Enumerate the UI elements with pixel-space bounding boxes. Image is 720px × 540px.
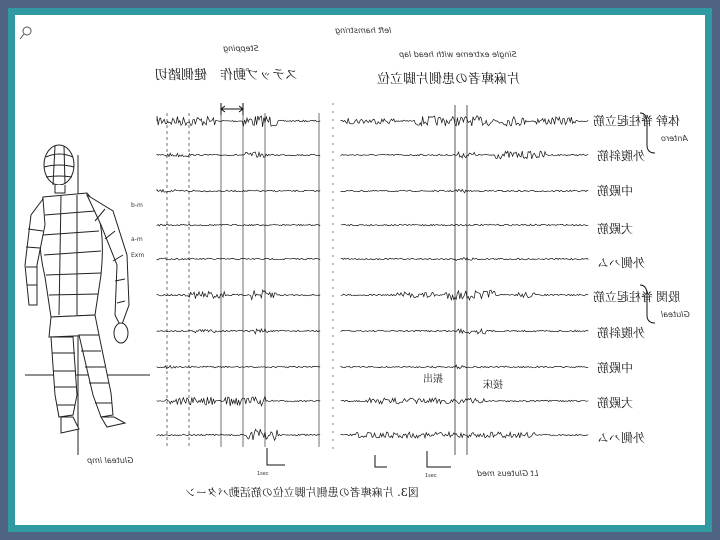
group-note-trunk: Antero	[661, 134, 688, 143]
left-emg-trace-8	[157, 366, 320, 369]
svg-text:1sec: 1sec	[425, 473, 437, 479]
right-emg-trace-9	[341, 398, 588, 404]
left-emg-trace-4	[157, 224, 320, 226]
muscle-label-5: 外側ハム	[597, 256, 646, 270]
svg-text:b-m: b-m	[131, 202, 143, 209]
right-emg-trace-2	[341, 151, 588, 159]
muscle-label-8: 中殿筋	[597, 361, 634, 375]
right-emg-trace-5	[341, 258, 588, 261]
right-emg-trace-3	[341, 189, 588, 192]
right-emg-trace-8	[341, 365, 588, 369]
scale-bar-right	[375, 451, 451, 479]
right-emg-trace-10	[341, 432, 588, 438]
muscle-label-10: 外側ハム	[597, 431, 646, 445]
group-note-hip: Gluteal	[661, 310, 690, 319]
right-emg-trace-1	[341, 116, 588, 126]
right-emg-panel	[341, 105, 588, 455]
muscle-label-7: 外腹斜筋	[597, 326, 646, 340]
left-emg-trace-10	[157, 429, 320, 440]
svg-text:Exm: Exm	[131, 252, 145, 259]
scanned-figure	[15, 15, 705, 525]
header-right-note: Single extreme with head lap	[399, 50, 517, 59]
marker-upper-label: 振出	[423, 374, 443, 385]
bottom-scribble-left: Gluteal imp	[87, 456, 134, 465]
muscle-label-2: 外腹斜筋	[597, 149, 646, 163]
section-title-left: ステップ動作 健側踏切	[155, 68, 298, 83]
group-label-hip: 股関	[656, 290, 681, 304]
scale-bar-left	[257, 448, 285, 477]
muscle-label-4: 大殿筋	[597, 222, 634, 236]
group-label-trunk: 体幹	[656, 114, 681, 128]
marker-lower-label: 接床	[483, 380, 503, 391]
left-emg-trace-2	[157, 152, 320, 157]
time-interval-marker	[221, 103, 243, 115]
left-emg-trace-1	[157, 116, 320, 127]
left-emg-trace-5	[157, 258, 320, 260]
top-note: left hamstring	[335, 26, 392, 35]
figure-caption: 図3. 片麻痺者の患側片脚立位の筋活動パターン	[185, 486, 419, 499]
left-emg-trace-7	[157, 329, 320, 334]
left-emg-panel	[157, 113, 320, 447]
muscle-label-1: 脊柱起立筋	[593, 114, 654, 128]
left-emg-trace-9	[157, 396, 320, 406]
pin-icon	[20, 27, 31, 39]
right-emg-trace-6	[341, 290, 588, 300]
section-title-right: 片麻痺者の患側片脚立位	[377, 72, 521, 87]
left-emg-trace-3	[157, 190, 320, 193]
bottom-scribble-mid: Lt Gluteus med	[477, 469, 539, 478]
mannequin-figure	[25, 145, 150, 455]
right-emg-trace-4	[341, 224, 588, 226]
right-emg-trace-7	[341, 329, 588, 334]
muscle-label-6: 脊柱起立筋	[593, 290, 654, 304]
header-left-note: Stepping	[223, 44, 259, 53]
left-emg-trace-6	[157, 290, 320, 300]
emg-figure-drawing	[15, 15, 705, 525]
svg-text:a-m: a-m	[131, 236, 143, 243]
muscle-label-3: 中殿筋	[597, 184, 634, 198]
muscle-label-9: 大殿筋	[597, 396, 634, 410]
svg-text:1sec: 1sec	[257, 471, 269, 477]
